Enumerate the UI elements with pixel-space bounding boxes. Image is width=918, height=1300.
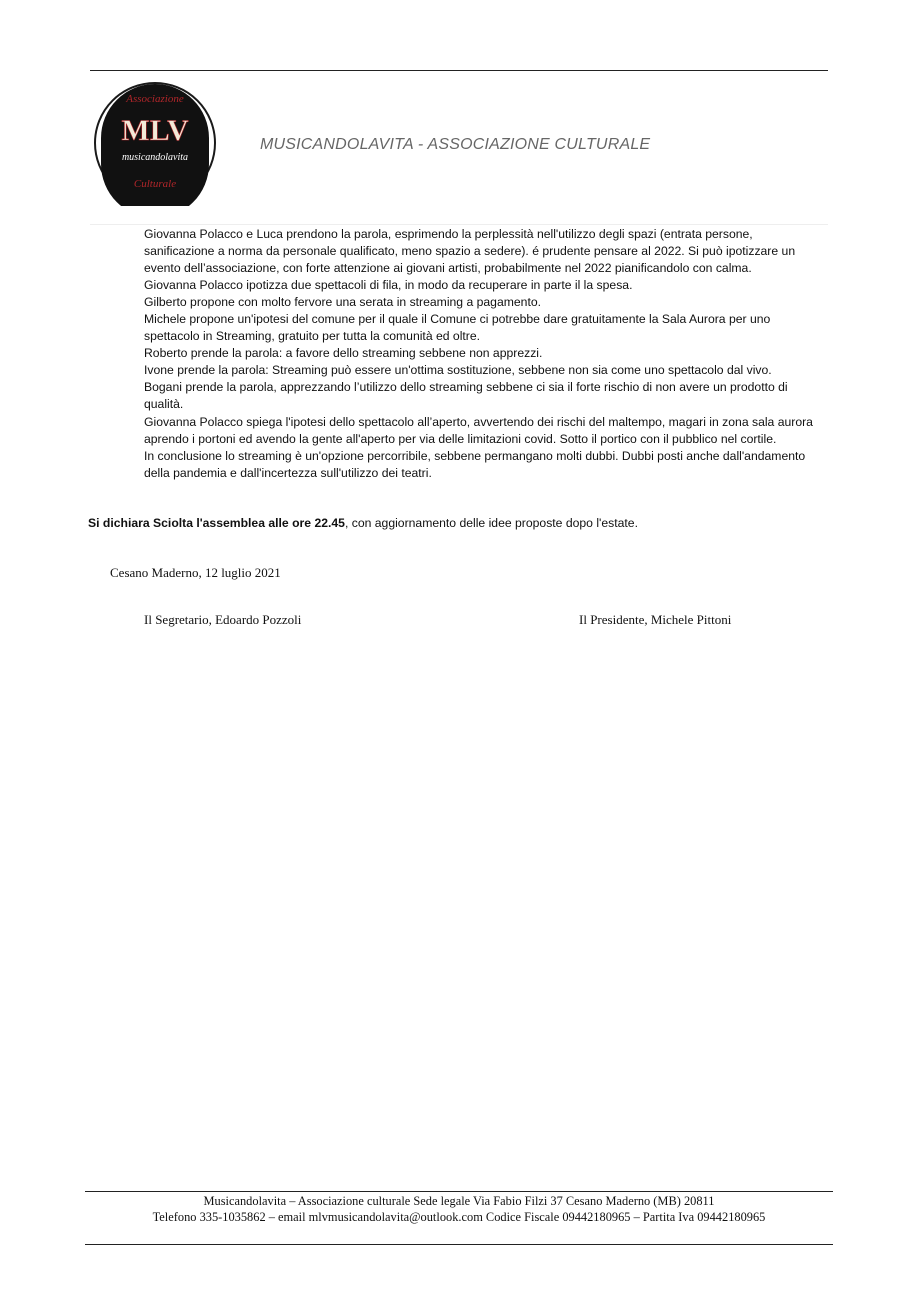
closing-statement bbox=[88, 515, 818, 532]
logo-arc-top: Associazione bbox=[126, 93, 184, 105]
meeting-minutes-body bbox=[144, 226, 824, 482]
place-date: Cesano Maderno, 12 luglio 2021 bbox=[110, 565, 281, 580]
top-rule bbox=[90, 70, 828, 71]
org-title: MUSICANDOLAVITA - ASSOCIAZIONE CULTURALE bbox=[260, 136, 651, 153]
minutes-paragraph: Giovanna Polacco spiega l'ipotesi dello spettacolo all’aperto, avvertendo dei rischi del maltempo, magari in zona sala aurora aprendo i portoni ed avendo la gente all'aperto per via delle limitazioni covid. Sotto il portico con il pubblico nel cortile. bbox=[144, 414, 813, 446]
minutes-paragraph: Gilberto propone con molto fervore una serata in streaming a pagamento. bbox=[144, 295, 541, 310]
minutes-paragraph: In conclusione lo streaming è un'opzione percorribile, sebbene permangano molti dubbi. Dubbi posti anche dall'andamento della pandemia e dall'incertezza sull'utilizzo dei teatri. bbox=[144, 448, 806, 480]
minutes-paragraph: Giovanna Polacco ipotizza due spettacoli di fila, in modo da recuperare in parte il la spesa. bbox=[144, 278, 633, 293]
closing-statement-bold: Si dichiara Sciolta l'assemblea alle ore 22.45 bbox=[88, 516, 345, 530]
closing-statement-rest: , con aggiornamento delle idee proposte dopo l'estate. bbox=[344, 516, 638, 530]
minutes-paragraph: Roberto prende la parola: a favore dello streaming sebbene non apprezzi. bbox=[144, 346, 543, 361]
association-logo bbox=[88, 80, 222, 206]
footer-contacts: Telefono 335-1035862 – email mlvmusicandolavita@outlook.com Codice Fiscale 09442180965 – Partita Iva 09442180965 bbox=[152, 1210, 766, 1224]
header-divider bbox=[90, 224, 828, 225]
minutes-paragraph: Michele propone un'ipotesi del comune per il quale il Comune ci potrebbe dare gratuitamente la Sala Aurora per uno spettacolo in Streaming, gratuito per tutta la comunità ed oltre. bbox=[144, 312, 771, 344]
logo-arc-bottom: Culturale bbox=[133, 178, 177, 190]
footer-address: Musicandolavita – Associazione culturale Sede legale Via Fabio Filzi 37 Cesano Maderno (MB) 20811 bbox=[203, 1194, 715, 1208]
president-signature: Il Presidente, Michele Pittoni bbox=[579, 612, 732, 627]
logo-monogram: MLV bbox=[121, 114, 189, 147]
minutes-paragraph: Ivone prende la parola: Streaming può essere un'ottima sostituzione, sebbene non sia come uno spettacolo dal vivo. bbox=[144, 363, 772, 378]
minutes-paragraph: Giovanna Polacco e Luca prendono la parola, esprimendo la perplessità nell'utilizzo degli spazi (entrata persone, sanificazione a norma da personale qualificato, meno spazio a sedere). é prudente pensare al 2022. Si può ipotizzare un evento dell’associazione, con forte attenzione ai giovani artisti, probabilmente nel 2022 pianificandolo con calma. bbox=[144, 227, 796, 276]
footer-bottom-rule bbox=[85, 1244, 833, 1245]
secretary-signature: Il Segretario, Edoardo Pozzoli bbox=[144, 612, 302, 627]
logo-band-text: musicandolavita bbox=[121, 152, 189, 163]
footer-top-rule bbox=[85, 1191, 833, 1192]
page-footer bbox=[85, 1193, 833, 1225]
minutes-paragraph: Bogani prende la parola, apprezzando l’utilizzo dello streaming sebbene ci sia il forte rischio di non avere un prodotto di qualità. bbox=[144, 380, 788, 412]
